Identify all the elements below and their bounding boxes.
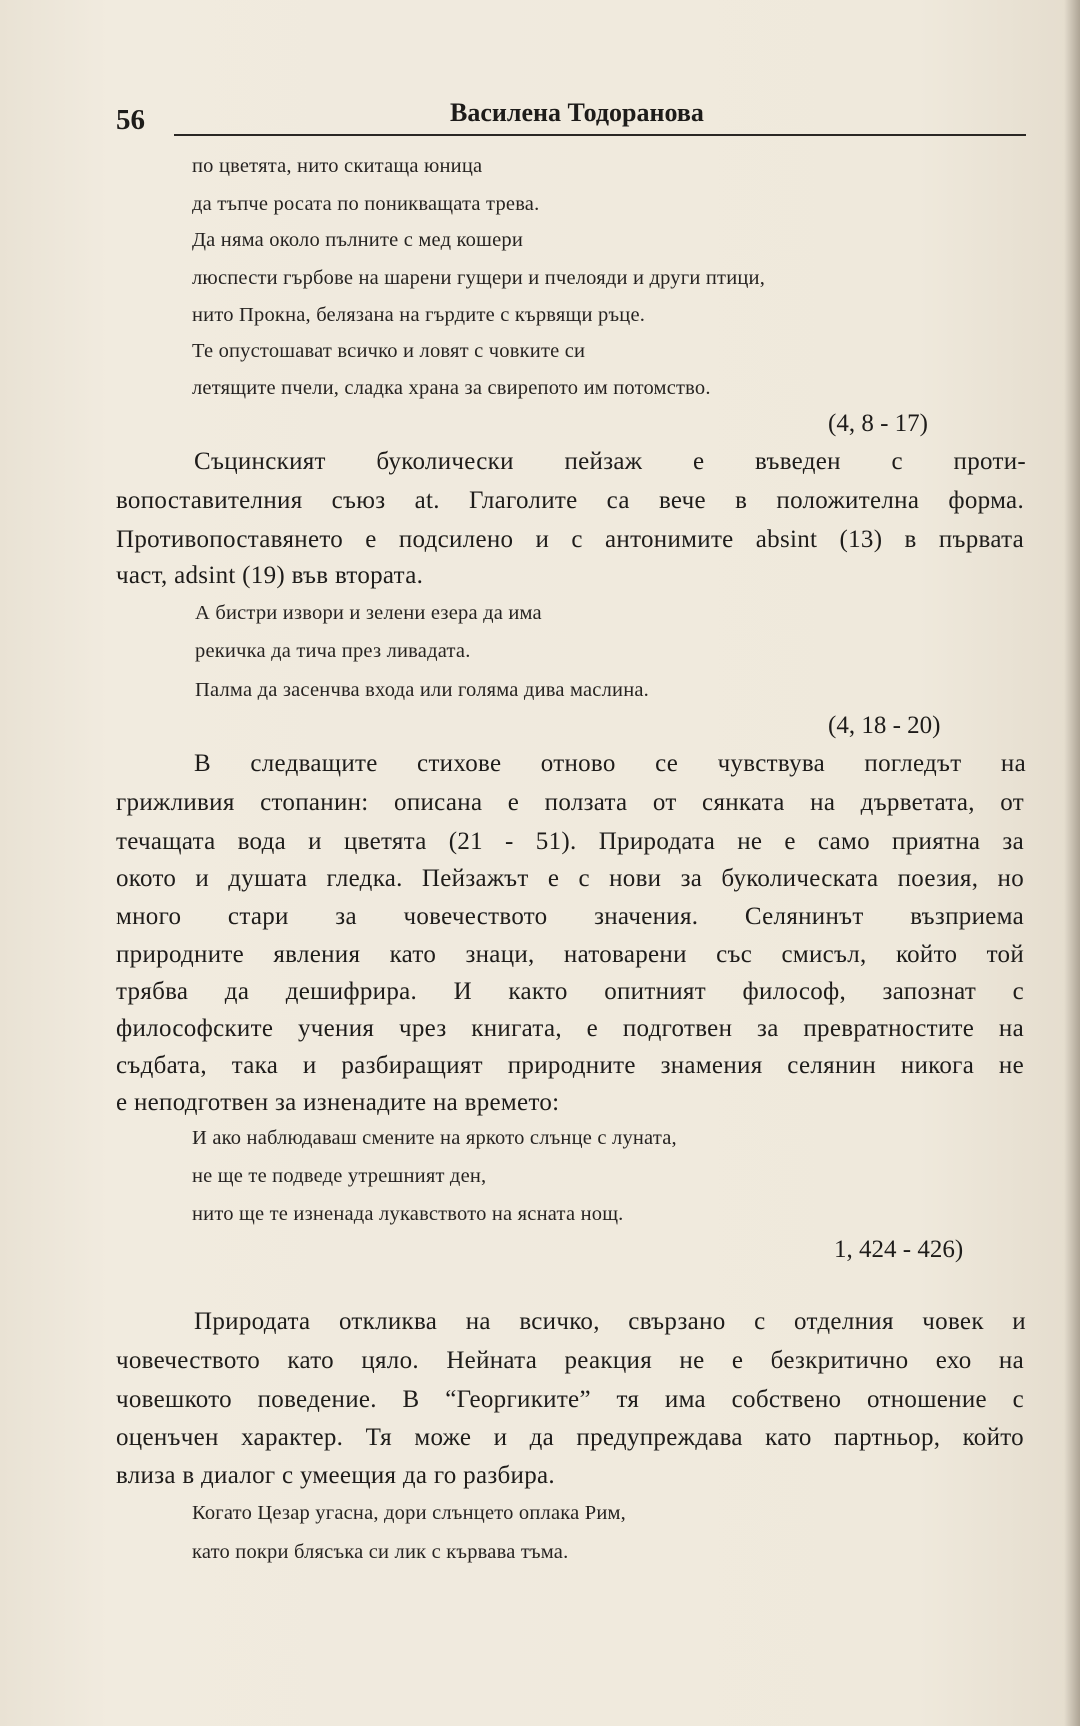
verse-line: нито ще те изненада лукавството на ясната нощ. (192, 1203, 624, 1225)
page-edge-shadow (1064, 0, 1080, 1726)
paragraph-line: оценъчен характер. Тя може и да предупреждава като партньор, който (116, 1424, 1024, 1451)
page-number: 56 (116, 104, 145, 136)
verse-reference-3: 1, 424 - 426) (834, 1236, 964, 1263)
verse-line: летящите пчели, сладка храна за свирепото им потомство. (192, 377, 711, 399)
header-rule (174, 134, 1026, 136)
paragraph-line: природните явления като знаци, натоварени със смисъл, който той (116, 941, 1024, 968)
verse-line: като покри блясъка си лик с кървава тъма. (192, 1541, 569, 1563)
paragraph-line: човечеството като цяло. Нейната реакция не е безкритично ехо на (116, 1347, 1024, 1374)
paragraph-line: грижливия стопанин: описана е ползата от сянката на дърветата, от (116, 789, 1024, 816)
paragraph-line: трябва да дешифрира. И както опитният философ, запознат с (116, 978, 1024, 1005)
paragraph-line: вопоставителния съюз at. Глаголите са вече в положителна форма. (116, 487, 1024, 514)
paragraph-line: философските учения чрез книгата, е подготвен за превратностите на (116, 1015, 1024, 1042)
paragraph-line: човешкото поведение. В “Георгиките” тя има собствено отношение с (116, 1386, 1024, 1413)
verse-line: И ако наблюдаваш смените на яркото слънце с луната, (192, 1127, 677, 1149)
paragraph-line: много стари за човечеството значения. Селянинът възприема (116, 903, 1024, 930)
verse-reference-1: (4, 8 - 17) (828, 410, 928, 437)
paragraph-line: влиза в диалог с умеещия да го разбира. (116, 1462, 555, 1489)
page-header (116, 94, 1026, 138)
verse-line: А бистри извори и зелени езера да има (195, 602, 542, 624)
verse-line: люспести гърбове на шарени гущери и пчелояди и други птици, (192, 267, 766, 289)
verse-line: Те опустошават всичко и ловят с човките си (192, 340, 586, 362)
verse-reference-2: (4, 18 - 20) (828, 712, 941, 739)
paragraph-line: В следващите стихове отново се чувствува погледът на (194, 750, 1026, 777)
verse-line: Да няма около пълните с мед кошери (192, 229, 523, 251)
paragraph-line: част, adsint (19) във втората. (116, 562, 424, 589)
verse-line: Когато Цезар угасна, дори слънцето оплака Рим, (192, 1502, 626, 1524)
verse-line: не ще те подведе утрешният ден, (192, 1165, 487, 1187)
paragraph-line: течащата вода и цветята (21 - 51). Природата не е само приятна за (116, 828, 1024, 855)
verse-line: рекичка да тича през ливадата. (195, 640, 471, 662)
verse-line: по цветята, нито скитаща юница (192, 155, 483, 177)
paragraph-line: Природата откликва на всичко, свързано с отделния човек и (194, 1308, 1026, 1335)
paragraph-line: Съцинският буколически пейзаж е въведен с проти- (194, 448, 1026, 475)
verse-line: да тъпче росата по поникващата трева. (192, 193, 540, 215)
verse-line: нито Прокна, белязана на гърдите с кървящи ръце. (192, 304, 646, 326)
paragraph-line: Противопоставянето е подсилено и с антонимите absint (13) в първата (116, 526, 1024, 553)
paragraph-line: е неподготвен за изненадите на времето: (116, 1089, 560, 1116)
paragraph-line: окото и душата гледка. Пейзажът е с нови за буколическата поезия, но (116, 865, 1024, 892)
paragraph-line: съдбата, така и разбиращият природните знамения селянин никога не (116, 1052, 1024, 1079)
verse-line: Палма да засенчва входа или голяма дива маслина. (195, 679, 649, 701)
running-head: Василена Тодоранова (450, 98, 704, 127)
